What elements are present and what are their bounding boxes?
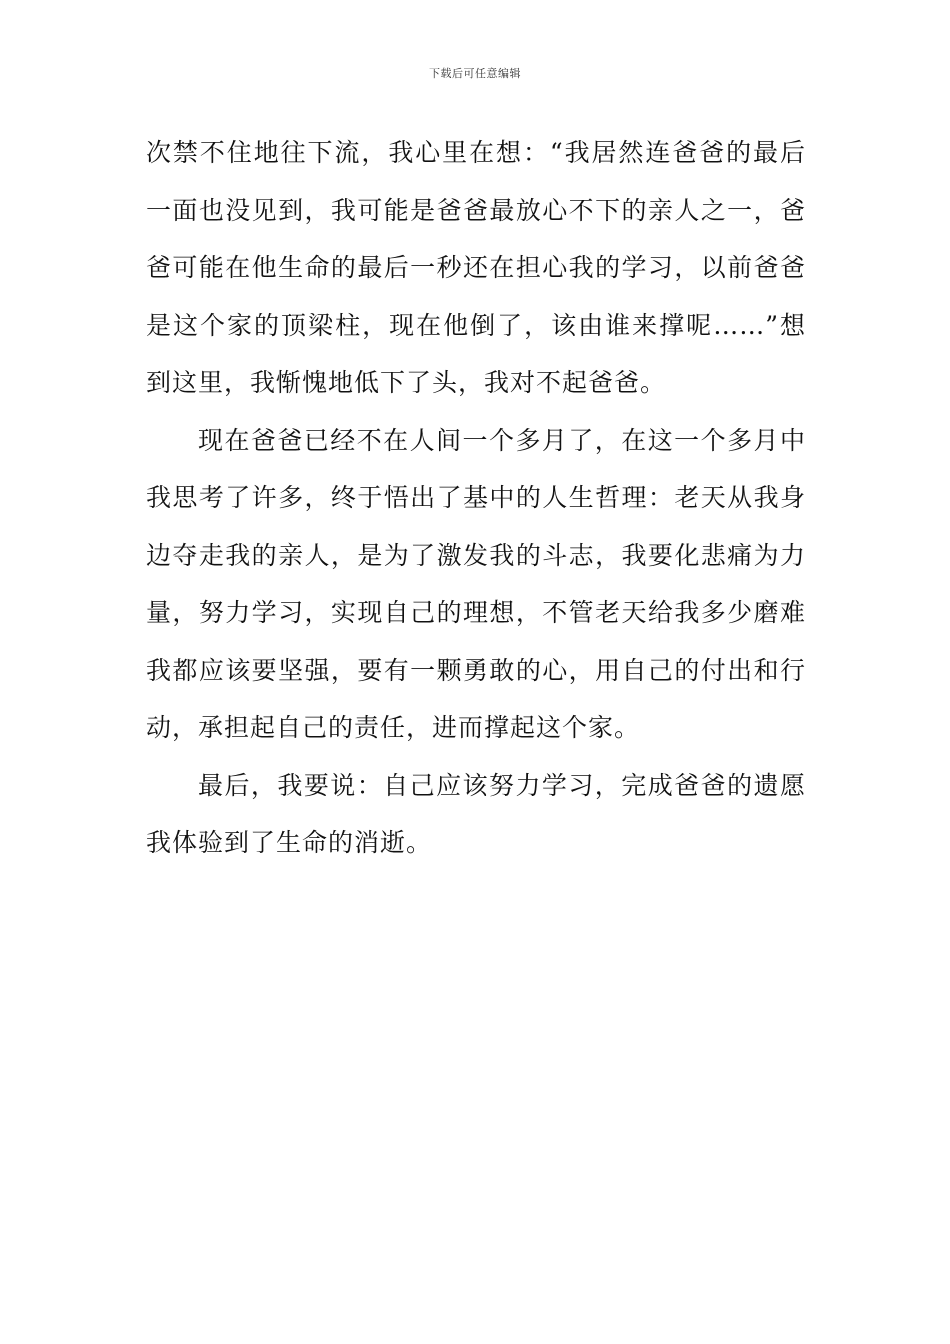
page-header: 下载后可任意编辑	[429, 67, 521, 80]
text-line: 是这个家的顶梁柱，现在他倒了，该由谁来撑呢……”想	[146, 310, 806, 340]
paragraph-first-line: 现在爸爸已经不在人间一个多月了，在这一个多月中	[198, 425, 806, 455]
text-line: 量，努力学习，实现自己的理想，不管老天给我多少磨难	[146, 598, 806, 627]
text-line: 我都应该要坚强，要有一颗勇敢的心，用自己的付出和行	[146, 655, 806, 685]
text-line: 爸可能在他生命的最后一秒还在担心我的学习，以前爸爸	[146, 253, 806, 282]
text-line: 次禁不住地往下流，我心里在想：“我居然连爸爸的最后	[146, 138, 806, 167]
text-line: 一面也没见到，我可能是爸爸最放心不下的亲人之一，爸	[146, 195, 806, 225]
text-line: 我思考了许多，终于悟出了基中的人生哲理：老天从我身	[146, 483, 806, 512]
text-line: 动，承担起自己的责任，进而撑起这个家。	[146, 713, 641, 742]
paragraph-first-line: 最后，我要说：自己应该努力学习，完成爸爸的遗愿	[198, 770, 806, 800]
body-text	[146, 130, 806, 878]
text-line: 边夺走我的亲人，是为了激发我的斗志，我要化悲痛为力	[146, 540, 806, 570]
text-line: 到这里，我惭愧地低下了头，我对不起爸爸。	[146, 368, 667, 397]
text-line: 我体验到了生命的消逝。	[146, 828, 433, 857]
